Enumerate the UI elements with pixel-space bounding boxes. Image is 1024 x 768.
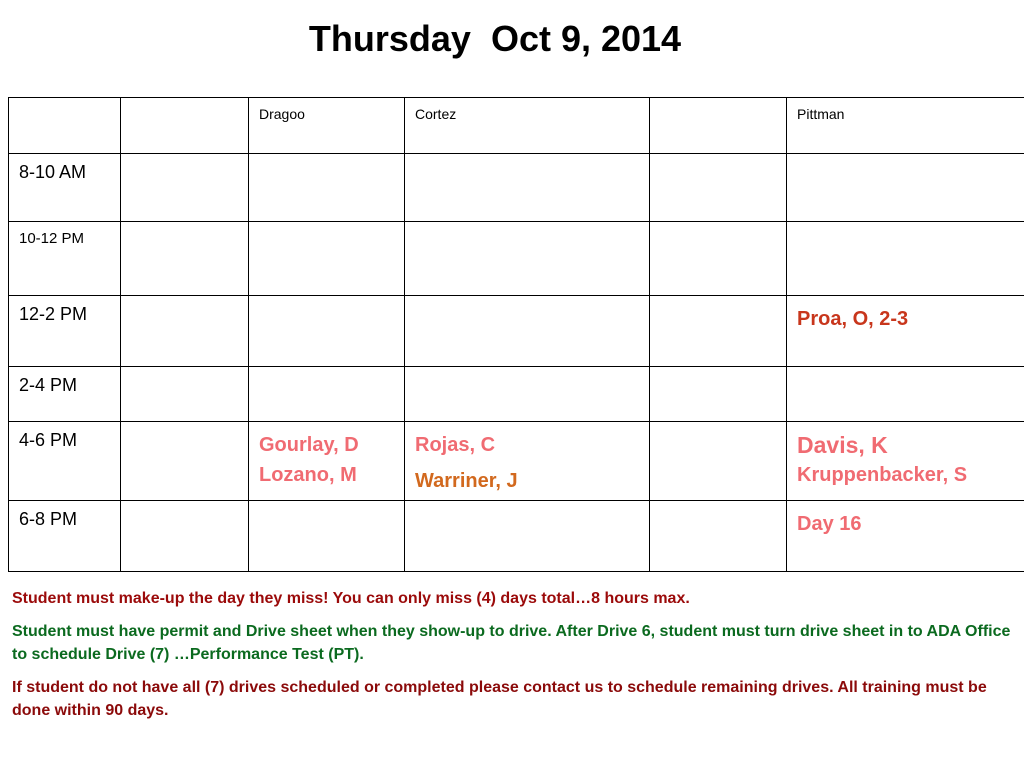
note-permit: Student must have permit and Drive sheet when they show-up to drive. After Drive 6, student must turn drive sheet in to ADA Office to schedule Drive (7) …Performance Test (PT).	[12, 623, 1011, 663]
header-row	[9, 98, 1024, 154]
student-entry: Davis, K	[797, 432, 888, 458]
header-cell-time	[9, 98, 121, 154]
table-cell	[787, 367, 1024, 422]
student-entry: Day 16	[797, 513, 862, 535]
time-cell: 12-2 PM	[9, 296, 121, 367]
header-cell-blank	[121, 98, 249, 154]
table-cell	[405, 501, 650, 572]
table-cell-cortez	[405, 422, 650, 501]
time-cell: 4-6 PM	[9, 422, 121, 501]
table-cell	[405, 367, 650, 422]
table-cell	[650, 422, 787, 501]
page-title: Thursday Oct 9, 2014	[308, 18, 682, 59]
student-entry: Gourlay, D	[259, 434, 359, 456]
table-row	[9, 422, 1024, 501]
table-row	[9, 154, 1024, 222]
table-cell	[787, 222, 1024, 296]
notes-section	[12, 587, 1012, 732]
table-cell	[249, 501, 405, 572]
table-cell	[121, 222, 249, 296]
table-cell	[405, 222, 650, 296]
table-cell	[249, 154, 405, 222]
time-cell: 8-10 AM	[9, 154, 121, 222]
header-cell-dragoo: Dragoo	[249, 98, 405, 154]
student-entry: Lozano, M	[259, 464, 357, 486]
student-entry: Kruppenbacker, S	[797, 464, 968, 486]
table-cell	[650, 296, 787, 367]
table-cell	[405, 154, 650, 222]
student-entry: Proa, O, 2-3	[797, 308, 909, 330]
table-cell	[787, 154, 1024, 222]
table-cell	[650, 154, 787, 222]
table-cell	[121, 422, 249, 501]
table-cell	[121, 296, 249, 367]
table-row	[9, 222, 1024, 296]
table-cell	[249, 222, 405, 296]
table-row	[9, 501, 1024, 572]
table-cell	[650, 501, 787, 572]
table-cell-pittman	[787, 296, 1024, 367]
table-cell	[249, 367, 405, 422]
header-cell-blank-2	[650, 98, 787, 154]
student-entry: Rojas, C	[415, 434, 496, 456]
table-cell	[121, 367, 249, 422]
table-cell-pittman	[787, 501, 1024, 572]
table-row	[9, 296, 1024, 367]
table-cell	[650, 367, 787, 422]
header-cell-cortez: Cortez	[405, 98, 650, 154]
time-cell: 6-8 PM	[9, 501, 121, 572]
table-cell	[650, 222, 787, 296]
table-cell-pittman	[787, 422, 1024, 501]
schedule-table	[8, 97, 1024, 572]
table-row	[9, 367, 1024, 422]
time-cell: 10-12 PM	[9, 222, 121, 296]
table-cell	[405, 296, 650, 367]
header-cell-pittman: Pittman	[787, 98, 1024, 154]
table-cell-dragoo	[249, 422, 405, 501]
note-makeup: Student must make-up the day they miss! You can only miss (4) days total…8 hours max.	[12, 590, 690, 607]
note-contact: If student do not have all (7) drives scheduled or completed please contact us to schedule remaining drives. All training must be done within 90 days.	[12, 679, 987, 719]
table-cell	[121, 154, 249, 222]
table-cell	[249, 296, 405, 367]
student-entry: Warriner, J	[415, 470, 518, 492]
table-cell	[121, 501, 249, 572]
time-cell: 2-4 PM	[9, 367, 121, 422]
